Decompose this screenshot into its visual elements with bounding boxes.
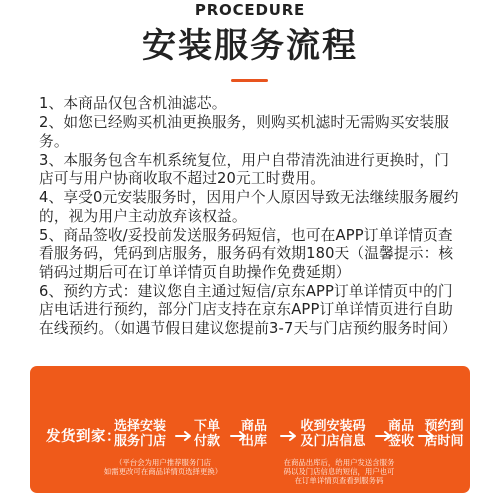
- flow-step-select-store: 选择安装 服务门店: [113, 419, 166, 449]
- flow-start-label: 发货到家：: [46, 429, 121, 445]
- rule-item: 6、预约方式：建议您自主通过短信/京东APP订单详情页中的门店电话进行预约，部分门店支持在京东APP订单详情页进行自助在线预约。（如遇节假日建议您提前3-7天与门店预约服务时间）: [39, 282, 457, 337]
- rule-item: 5、商品签收/妥投前发送服务码短信，也可在APP订单详情页查看服务码，凭码到店服务，服务码有效期180天（温馨提示：核销码过期后可在订单详情页自助操作免费延期）: [39, 226, 454, 281]
- flow-step-receive-code: 收到安装码 及门店信息: [300, 419, 366, 449]
- title-underline: [231, 79, 268, 82]
- flow-step-outbound: 商品 出库: [240, 419, 267, 449]
- rule-item: 1、本商品仅包含机油滤芯。: [39, 95, 227, 112]
- rule-item: 3、本服务包含车机系统复位，用户自带清洗油进行更换时，门店可与用户协商收取不超过20元工时费用。: [39, 151, 450, 188]
- service-rules: [39, 95, 461, 339]
- flow-step-book-time: 预约到 店时间: [424, 419, 464, 449]
- rule-item: 4、享受0元安装服务时，因用户个人原因导致无法继续服务履约的，视为用户主动放弃该权益。: [39, 189, 459, 225]
- store-selection-note: （平台会为用户推荐服务门店 如需更改可在商品详情页选择更换）: [103, 458, 223, 476]
- flow-step-sign: 商品 签收: [387, 419, 414, 449]
- page-header: [0, 0, 500, 86]
- service-code-note: 在商品出库后，给用户发送含服务 码以及门店信息的短信，用户也可 在订单详情页查看到服务码: [283, 458, 395, 485]
- rule-item: 2、如您已经购买机油更换服务，则购买机滤时无需购买安装服务。: [39, 114, 450, 150]
- flow-step-pay: 下单 付款: [193, 419, 220, 449]
- page-title: 安装服务流程: [142, 26, 358, 66]
- procedure-eyebrow: PROCEDURE: [194, 1, 306, 19]
- service-flow-band: [30, 366, 470, 493]
